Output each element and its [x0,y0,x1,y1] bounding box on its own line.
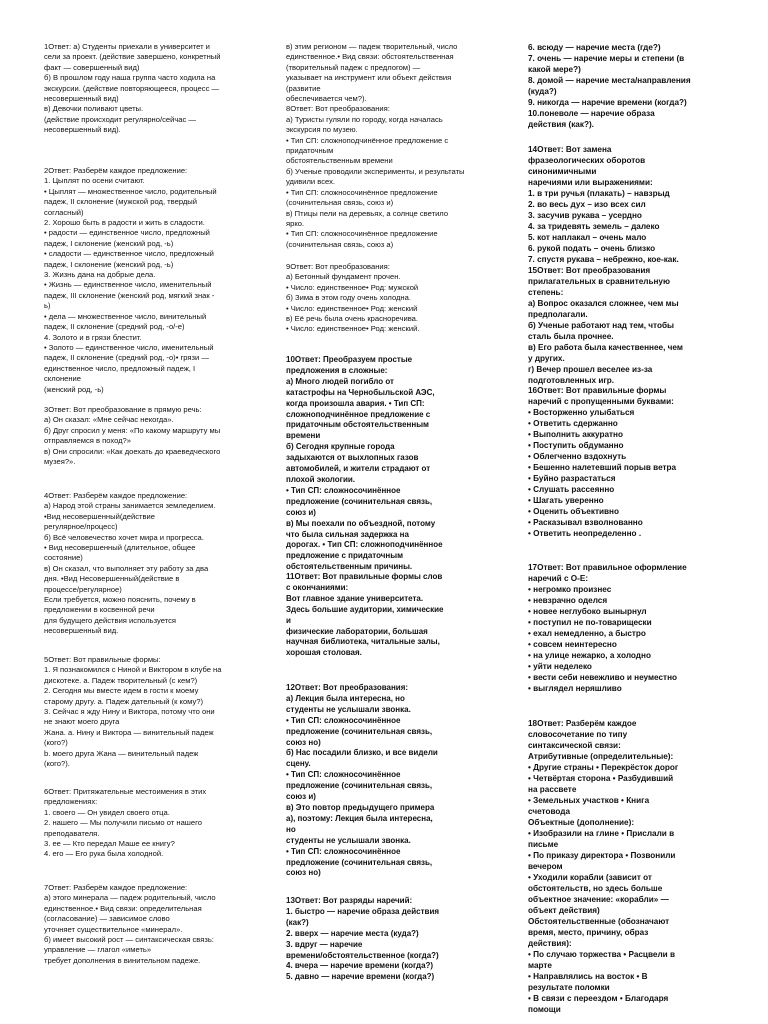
text-line: Жана. а. Нину и Виктора — винительный падеж [44,727,214,737]
text-line: что была сильная задержка на [286,529,409,539]
text-line: • Тип СП: сложноподчинённое предложение с [286,135,449,145]
text-line: сложноподчинённое предложение с [286,409,431,419]
text-line: (сочинительная связь, союз и) [286,198,394,208]
text-line: физические лаборатории, большая [286,626,428,636]
text-line: • Буйно разрастаться [528,474,616,483]
text-line: • Ответить неопределенно . [528,529,642,538]
answer-block [286,572,482,659]
text-line: • невзрачно оделся [528,596,608,605]
text-line: 4. Золото и в грязи блестит. [44,332,142,342]
text-line: в) Он сказал, что выполняет эту работу за два [44,563,209,573]
text-line: в) Её речь была очень красноречива. [286,314,419,324]
text-line: в) Птицы пели на деревьях, а солнце светило [286,208,449,218]
text-line: 3. Сейчас я жду Нину и Виктора, потому что они [44,707,215,717]
text-line: указывает на инструмент или объект действия [286,73,452,83]
text-line: союз и) [286,792,316,802]
text-line: но [286,824,296,834]
text-line: удивили всех. [286,177,335,187]
text-line: • Выполнить аккуратно [528,430,623,439]
answer-block [286,355,482,573]
text-line: • Число: единственное• Род: мужской [286,282,419,292]
text-line: (кого?) [44,738,68,748]
text-line: 1. в три ручья (плакать) – навзрыд [528,189,670,198]
text-line: степень: [528,288,564,297]
text-line: в) этим регионом — падеж творительный, число [286,42,458,51]
text-line: в) Девочки поливают цветы. [44,104,144,114]
answer-block [286,42,482,250]
text-line: • Облегченно вздохнуть [528,452,627,461]
text-line: студенты не услышали звонка. [286,835,411,845]
text-line: союз но) [286,868,321,878]
text-line: действия): [528,939,572,948]
text-line: 6Ответ: Притяжательные местоимения в этих [44,787,207,796]
text-line: 8Ответ: Вот преобразования: [286,104,390,114]
text-line: Обстоятельственные (обозначают [528,917,670,926]
text-line: 1. своего — Он увидел своего отца. [44,807,170,817]
text-line: синтаксической связи: [528,741,621,750]
text-line: единственное.• Вид связи: обстоятельственная [286,52,454,62]
text-line: 2. Сегодня мы вместе идем в гости к моему [44,686,199,696]
text-line: предложение с придаточным [286,551,404,561]
text-line: несовершенный вид) [44,94,119,104]
text-line: помощи [528,1005,561,1014]
text-line: • вести себи невежливо и неуместно [528,673,678,682]
text-line: падеж, III склонение (женский род, мягкий знак - [44,290,215,300]
text-line: (женский род, -ь) [44,384,104,394]
text-line: 1Ответ: а) Студенты приехали в университет и [44,42,210,51]
text-line: • Шагать уверенно [528,496,604,505]
text-line: (творительный падеж с предлогом) — [286,62,421,72]
text-line: единственное.• Вид связи: определительная [44,903,202,913]
text-line: союз и) [286,507,316,517]
text-line: музея?». [44,457,76,467]
text-line: 5. давно — наречие времени (когда?) [286,972,435,982]
text-line: 2. Хорошо быть в радости и жить в сладости. [44,218,205,228]
answer-block [528,144,724,386]
text-line: управление — глагол «иметь» [44,945,152,955]
text-line: с окончаниями: [286,582,349,592]
text-line: времени/обстоятельственное (когда?) [286,950,439,960]
text-line: в) Мы поехали по объездной, потому [286,518,436,528]
answer-block [44,166,264,395]
text-line: студенты не услышали звонка. [286,704,411,714]
text-line: 18Ответ: Разберём каждое [528,719,637,728]
text-line: наречий с О-Е: [528,574,589,583]
text-line: экскурсия по музею. [286,125,358,135]
text-line: 13Ответ: Вот разряды наречий: [286,896,413,905]
text-line: а) этого минерала — падеж родительный, число [44,893,216,903]
text-line: 2. нашего — Мы получили письмо от нашего [44,818,202,828]
text-line: • Число: единственное• Род: женский [286,303,418,313]
text-line: (как?) [286,917,309,927]
text-line: дорогах. • Тип СП: сложноподчинённое [286,540,443,550]
text-line: • Золото — единственное число, именительный [44,342,214,352]
text-line: 14Ответ: Вот замена [528,145,612,154]
text-line: предложения в сложные: [286,365,388,375]
text-line: экскурсии. (действие повторяющееся, процесс — [44,83,220,93]
text-line: а) Он сказал: «Мне сейчас некогда». [44,415,174,425]
text-line: преподавателя. [44,828,100,838]
text-line: • По случаю торжества • Расцвели в [528,950,675,959]
text-line: какой мере?) [528,65,581,74]
text-line: 7. спустя рукава – небрежно, кое-как. [528,255,679,264]
text-line: • Слушать рассеянно [528,485,615,494]
text-line: обеспечивается чем?). [286,94,367,104]
text-line: действия (как?). [528,120,594,129]
answer-block [44,491,264,637]
text-line: дискотеке. а. Падеж творительный (с кем?) [44,675,198,685]
text-line: результате поломки [528,983,610,992]
text-line: сцену. [286,759,311,769]
text-line: сталь была прочнее. [528,332,614,341]
text-line: ь) [44,301,51,311]
text-line: 4. за тридевять земель – далеко [528,222,660,231]
text-line: время, место, причину, образ [528,928,649,937]
answer-block [44,883,264,966]
text-line: союз но) [286,737,321,747]
text-line: Если требуется, можно пояснить, почему в [44,595,196,605]
text-line: наречиями или выражениями: [528,178,653,187]
text-line: счетовода [528,807,571,816]
text-line: несовершенный вид). [44,125,121,135]
text-line: • Поступить обдуманно [528,441,624,450]
text-line: • Цыплят — множественное число, родительный [44,186,217,196]
text-line: а) Вопрос оказался сложнее, чем мы [528,299,679,308]
text-line: объект действия) [528,906,600,915]
text-line: • По приказу директора • Позвонили [528,851,676,860]
text-line: • Изобразили на глине • Прислали в [528,829,675,838]
text-line: автомобилей, и жители страдают от [286,464,431,474]
text-line: 1. Я познакомился с Ниной и Виктором в клубе на [44,665,222,675]
text-line: б) Ученые работают над тем, чтобы [528,321,675,330]
text-line: 5Ответ: Вот правильные формы: [44,655,161,664]
text-line: • Ответить сдержанно [528,419,618,428]
text-line: 10Ответ: Преобразуем простые [286,355,413,364]
text-line: не знают моего друга [44,717,120,727]
text-line: процессе/регулярное) [44,584,122,594]
text-line: Вот главное здание университета. [286,593,424,603]
text-line: 3. вдруг — наречие [286,939,363,949]
answer-block [44,787,264,860]
text-line: 3. Жизнь дана на добрые дела. [44,270,156,280]
text-line: согласный) [44,207,84,217]
text-line: б) Зима в этом году очень холодна. [286,293,411,303]
text-line: обстоятельственным времени [286,156,393,166]
text-line: 9. никогда — наречие времени (когда?) [528,98,687,107]
text-line: падеж, II склонение (средний род, -о/-е) [44,322,185,332]
text-line: дня. •Вид Несовершенный(действие в [44,574,180,584]
text-line: • Тип СП: сложносочинённое предложение [286,229,438,239]
text-line: • ехал немедленно, а быстро [528,629,646,638]
text-line: • Направлялись на восток • В [528,972,648,981]
text-line: 9Ответ: Вот преобразования: [286,262,390,271]
text-line: единственное число, предложный падеж, I [44,363,196,373]
text-line: склонение [44,374,82,384]
text-line: задыхаются от выхлопных газов [286,453,419,463]
text-line: в) Они спросили: «Как доехать до краеведческого [44,446,221,456]
answer-block [286,262,482,335]
text-line: 6. рукой подать – очень близко [528,244,656,253]
text-line: уточняет существительное «минерал». [44,924,183,934]
text-line: •Вид несовершенный(действие [44,511,156,521]
text-line: отправляемся в поход?» [44,436,131,446]
text-line: б) Сегодня крупные города [286,442,395,452]
text-line: • Тип СП: сложносочинённое предложение [286,187,438,197]
text-line: б) Всё человечество хочет мира и прогресса. [44,532,204,542]
text-line: 3. ее — Кто передал Маше ее книгу? [44,839,175,849]
answer-block [528,385,724,539]
answer-block [528,562,724,694]
text-line: 12Ответ: Вот преобразования: [286,683,409,692]
text-line: • Тип СП: сложносочинённое [286,485,401,495]
text-line: плохой экологии. [286,474,356,484]
text-line: у других. [528,354,565,363]
text-line: когда произошла авария. • Тип СП: [286,398,425,408]
text-line: письме [528,840,559,849]
text-line: словосочетание по типу [528,730,628,739]
text-line: старому другу. а. Падеж дательный (к кому?) [44,696,204,706]
text-line: времени [286,431,321,441]
text-line: 2. во весь дух – изо всех сил [528,200,646,209]
text-line: Здесь большие аудитории, химические [286,604,444,614]
text-line: хорошая столовая. [286,648,362,658]
text-line: • Четвёртая сторона • Разбудивший [528,774,674,783]
text-line: а) Лекция была интересна, но [286,693,405,703]
text-line: 11Ответ: Вот правильные формы слов [286,572,443,581]
text-line: • Оценить объективно [528,507,619,516]
text-line: • дела — множественное число, винительный [44,311,207,321]
text-line: • Бешенно налетевший порыв ветра [528,463,677,472]
text-line: • Тип СП: сложносочинённое [286,846,401,856]
text-line: Объектные (дополнение): [528,818,635,827]
text-line: марте [528,961,552,970]
text-line: (согласование) — зависимое слово [44,914,170,924]
text-line: 4. вчера — наречие времени (когда?) [286,961,434,971]
text-line: а) Бетонный фундамент прочен. [286,272,401,282]
text-line: (действие происходит регулярно/сейчас — [44,114,197,124]
text-line: 7Ответ: Разберём каждое предложение: [44,883,188,892]
answer-block [286,896,482,983]
text-line: 17Ответ: Вот правильное оформление [528,563,687,572]
text-line: и [286,615,291,625]
text-line: факт — совершенный вид) [44,62,140,72]
answer-block [44,655,264,769]
text-line: • новее неглубоко вынырнул [528,607,647,616]
text-line: регулярное/процесс) [44,522,118,532]
text-line: а), поэтому: Лекция была интересна, [286,813,433,823]
text-line: научная библиотека, читальные залы, [286,637,440,647]
text-line: б) В прошлом году наша группа часто ходила на [44,73,216,83]
text-line: 7. очень — наречие меры и степени (в [528,54,685,63]
text-line: б) Нас посадили близко, и все видели [286,748,438,758]
text-line: • Земельных участков • Книга [528,796,650,805]
text-line: • на улице нежарко, а холодно [528,651,651,660]
text-line: • Другие страны • Перекрёсток дорог [528,763,679,772]
answer-block [44,405,264,467]
text-line: (кого?). [44,759,70,769]
text-line: предложение (сочинительная связь, [286,726,433,736]
text-line: 2Ответ: Разберём каждое предложение: [44,166,188,175]
text-line: • выглядел неряшливо [528,684,622,693]
text-line: падеж, II склонение (средний род, -о)• грязи — [44,353,209,363]
text-line: фразеологических оборотов [528,156,646,165]
text-line: объектное значение: «корабли» — [528,895,669,904]
text-line: (сочинительная связь, союз а) [286,239,394,249]
text-line: 16Ответ: Вот правильные формы [528,386,667,395]
text-line: Атрибутивные (определительные): [528,752,674,761]
text-line: • В связи с переездом • Благодаря [528,994,669,1003]
text-line: предложении в косвенной речи [44,605,155,615]
text-line: 6. всюду — наречие места (где?) [528,43,661,52]
text-line: падеж, I склонение (женский род, -ь) [44,259,174,269]
text-line: • Вид несовершенный (длительное, общее [44,543,196,553]
text-line: • уйти неделеко [528,662,592,671]
text-line: (куда?) [528,87,557,96]
text-line: для будущего действия используется [44,615,177,625]
text-line: подготовленных игр. [528,376,615,385]
text-line: а) Туристы гуляли по городу, когда началась [286,114,443,124]
text-line: 1. Цыплят по осени считают. [44,176,145,186]
text-line: • поступил не по-товарищески [528,618,652,627]
answer-block [528,42,724,130]
text-line: 15Ответ: Вот преобразования [528,266,651,275]
text-line: наречий с пропущенными буквами: [528,397,674,406]
text-line: • Число: единственное• Род: женский. [286,324,420,334]
text-line: а) Народ этой страны занимается земледелием. [44,501,216,511]
text-line: в) Это повтор предыдущего примера [286,802,435,812]
text-line: • Уходили корабли (зависит от [528,873,652,882]
text-line: 4Ответ: Разберём каждое предложение: [44,491,188,500]
text-line: 3. засучив рукава – усердно [528,211,642,220]
text-line: b. моего друга Жана — винительный падеж [44,748,199,758]
text-line: 2. вверх — наречие места (куда?) [286,928,419,938]
text-line: 4. его — Его рука была холодной. [44,849,164,859]
text-line: а) Много людей погибло от [286,376,394,386]
text-line: предложение (сочинительная связь, [286,781,433,791]
text-line: ярко. [286,218,305,228]
text-line: в) Его работа была качественнее, чем [528,343,683,352]
text-line: придаточным обстоятельственным [286,420,429,430]
text-line: б) Ученые проводили эксперименты, и результаты [286,166,465,176]
text-line: • Тип СП: сложносочинённое [286,715,401,725]
text-line: прилагательных в сравнительную [528,277,670,286]
answer-block [286,683,482,879]
text-line: 8. домой — наречие места/направления [528,76,691,85]
text-line: • сладости — единственное число, предложный [44,249,214,259]
text-line: вечером [528,862,563,871]
text-line: • негромко произнес [528,585,612,594]
text-line: катастрофы на Чернобыльской АЭС, [286,387,435,397]
text-line: придаточным [286,146,334,156]
answer-block [44,42,264,136]
text-line: • Расказывал взволнованно [528,518,643,527]
text-line: сели за проект. (действие завершено, конкретный [44,52,221,62]
text-line: падеж, II склонение (мужской род, твердый [44,197,197,207]
text-line: предложениях: [44,797,98,807]
text-line: • Тип СП: сложносочинённое [286,770,401,780]
text-line: б) имеет высокий рост — синтаксическая связь: [44,935,214,945]
text-line: обстоятельств, но здесь больше [528,884,663,893]
text-line: на рассвете [528,785,577,794]
text-line: падеж, I склонение (женский род, -ь) [44,238,174,248]
text-line: синонимичными [528,167,597,176]
text-line: 1. быстро — наречие образа действия [286,906,440,916]
text-line: • совсем неинтересно [528,640,617,649]
text-line: г) Вечер прошел веселее из-за [528,365,653,374]
text-line: несовершенный вид. [44,626,119,636]
text-line: • Восторженно улыбаться [528,408,635,417]
text-line: обстоятельственным причины. [286,562,413,572]
text-line: • радости — единственное число, предложный [44,228,210,238]
text-line: б) Друг спросил у меня: «По какому маршруту мы [44,425,221,435]
text-line: 3Ответ: Вот преобразование в прямую речь: [44,405,202,414]
text-line: состояние) [44,553,83,563]
text-line: 5. кот наплакал – очень мало [528,233,647,242]
text-line: требует дополнения в винительном падеже. [44,955,201,965]
text-line: (развитие [286,83,321,93]
text-line: • Жизнь — единственное число, именительный [44,280,212,290]
text-line: предложение (сочинительная связь, [286,857,433,867]
text-line: предложение (сочинительная связь, [286,496,433,506]
text-line: предполагали. [528,310,588,319]
answer-block [528,718,724,1015]
text-line: 10.поневоле — наречие образа [528,109,655,118]
